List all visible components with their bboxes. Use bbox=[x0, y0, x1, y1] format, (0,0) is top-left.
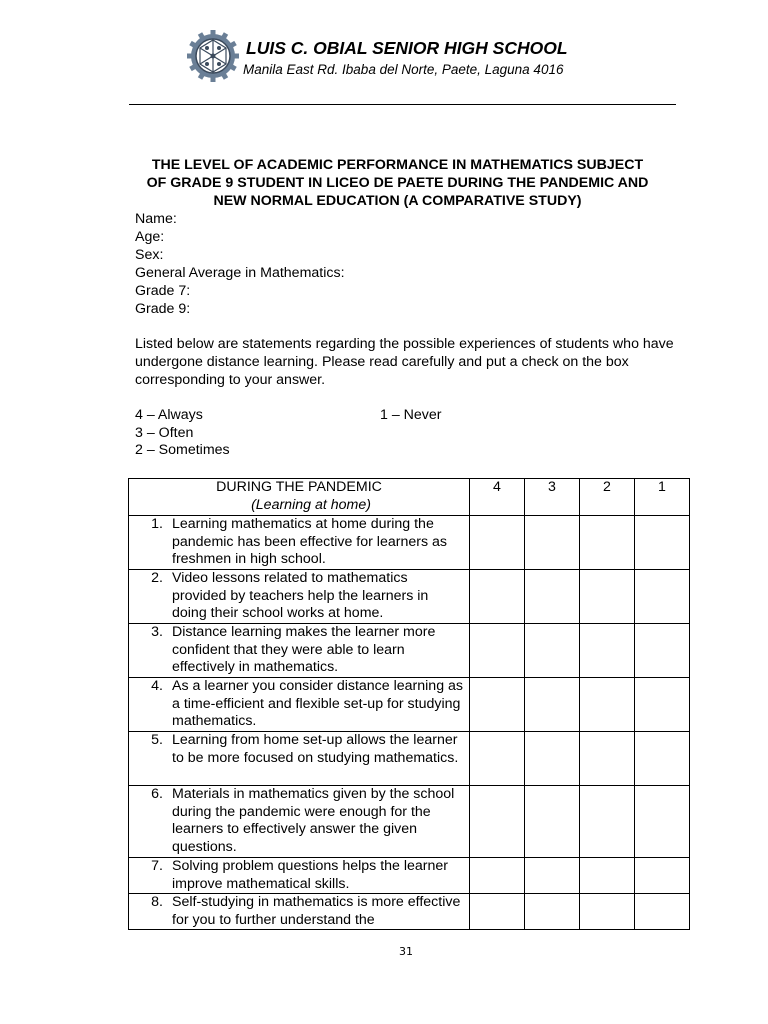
grade7-field[interactable]: Grade 7: bbox=[135, 283, 191, 299]
statement-cell bbox=[129, 570, 470, 624]
rating-checkbox-4[interactable] bbox=[470, 570, 525, 624]
statement-number: 1. bbox=[151, 516, 163, 532]
instructions: Listed below are statements regarding the possible experiences of students who have undergone distance learning. Please read carefully and put a check on the box corresponding to your answer. bbox=[135, 336, 674, 389]
rating-checkbox-3[interactable] bbox=[525, 894, 580, 930]
statement-cell bbox=[129, 624, 470, 678]
table-row bbox=[129, 732, 690, 786]
general-average-label: General Average in Mathematics: bbox=[135, 265, 345, 281]
title-line: THE LEVEL OF ACADEMIC PERFORMANCE IN MATHEMATICS SUBJECT bbox=[151, 157, 644, 173]
respondent-info bbox=[135, 210, 345, 318]
school-name: LUIS C. OBIAL SENIOR HIGH SCHOOL bbox=[246, 38, 568, 58]
rating-checkbox-1[interactable] bbox=[635, 516, 690, 570]
statement-text: As a learner you consider distance learning as a time-efficient and flexible set-up for studying mathematics. bbox=[172, 678, 464, 730]
statement-cell bbox=[129, 516, 470, 570]
table-row bbox=[129, 678, 690, 732]
header-divider bbox=[129, 104, 676, 105]
rating-checkbox-2[interactable] bbox=[580, 570, 635, 624]
rating-checkbox-4[interactable] bbox=[470, 894, 525, 930]
rating-header-3: 3 bbox=[525, 479, 580, 516]
statement-number: 5. bbox=[151, 732, 163, 748]
rating-checkbox-1[interactable] bbox=[635, 570, 690, 624]
statement-number: 3. bbox=[151, 624, 163, 640]
school-logo-icon bbox=[186, 29, 240, 83]
rating-checkbox-4[interactable] bbox=[470, 732, 525, 786]
rating-checkbox-4[interactable] bbox=[470, 858, 525, 894]
title-line: NEW NORMAL EDUCATION (A COMPARATIVE STUDY) bbox=[213, 193, 582, 210]
scale-sometimes: 2 – Sometimes bbox=[135, 442, 230, 458]
rating-checkbox-3[interactable] bbox=[525, 516, 580, 570]
table-row bbox=[129, 516, 690, 570]
section-subtitle: (Learning at home) bbox=[251, 496, 371, 513]
table-row bbox=[129, 624, 690, 678]
rating-checkbox-2[interactable] bbox=[580, 732, 635, 786]
statement-text: Learning from home set-up allows the learner to be more focused on studying mathematics. bbox=[172, 732, 459, 766]
statement-number: 2. bbox=[151, 570, 163, 586]
statement-number: 6. bbox=[151, 786, 163, 802]
rating-checkbox-3[interactable] bbox=[525, 858, 580, 894]
rating-checkbox-2[interactable] bbox=[580, 624, 635, 678]
rating-checkbox-4[interactable] bbox=[470, 786, 525, 858]
rating-header-2: 2 bbox=[580, 479, 635, 516]
rating-checkbox-3[interactable] bbox=[525, 570, 580, 624]
statement-text: Materials in mathematics given by the school during the pandemic were enough for the learners to effectively answer the given questions. bbox=[172, 786, 455, 855]
rating-checkbox-2[interactable] bbox=[580, 516, 635, 570]
statement-text: Distance learning makes the learner more confident that they were able to learn effectively in mathematics. bbox=[172, 624, 436, 676]
rating-checkbox-1[interactable] bbox=[635, 678, 690, 732]
statement-text: Learning mathematics at home during the pandemic has been effective for learners as freshmen in high school. bbox=[172, 516, 447, 568]
grade9-field[interactable]: Grade 9: bbox=[135, 301, 191, 317]
statement-cell bbox=[129, 786, 470, 858]
scale-often: 3 – Often bbox=[135, 424, 194, 441]
rating-header-1: 1 bbox=[635, 479, 690, 516]
table-row bbox=[129, 858, 690, 894]
statement-number: 8. bbox=[151, 894, 163, 911]
statement-text: Video lessons related to mathematics provided by teachers help the learners in doing their school works at home. bbox=[172, 570, 429, 622]
statement-cell bbox=[129, 732, 470, 786]
table-row bbox=[129, 786, 690, 858]
statement-number: 7. bbox=[151, 858, 163, 874]
rating-checkbox-1[interactable] bbox=[635, 858, 690, 894]
rating-checkbox-3[interactable] bbox=[525, 786, 580, 858]
scale-always: 4 – Always bbox=[135, 407, 203, 423]
rating-checkbox-2[interactable] bbox=[580, 786, 635, 858]
section-header bbox=[129, 479, 470, 516]
rating-checkbox-1[interactable] bbox=[635, 624, 690, 678]
school-address: Manila East Rd. Ibaba del Norte, Paete, Laguna 4016 bbox=[243, 62, 564, 77]
rating-checkbox-3[interactable] bbox=[525, 678, 580, 732]
table-row bbox=[129, 894, 690, 930]
statement-number: 4. bbox=[151, 678, 163, 694]
age-field[interactable]: Age: bbox=[135, 229, 165, 245]
statement-cell bbox=[129, 678, 470, 732]
title-line: OF GRADE 9 STUDENT IN LICEO DE PAETE DURING THE PANDEMIC AND bbox=[146, 175, 649, 192]
table-row bbox=[129, 570, 690, 624]
rating-checkbox-1[interactable] bbox=[635, 732, 690, 786]
statement-cell bbox=[129, 858, 470, 894]
rating-checkbox-4[interactable] bbox=[470, 516, 525, 570]
rating-scale bbox=[135, 407, 230, 460]
rating-header-4: 4 bbox=[470, 479, 525, 516]
rating-checkbox-2[interactable] bbox=[580, 894, 635, 930]
survey-table bbox=[128, 478, 690, 930]
rating-checkbox-2[interactable] bbox=[580, 678, 635, 732]
rating-checkbox-2[interactable] bbox=[580, 858, 635, 894]
page-number: 31 bbox=[399, 945, 413, 958]
sex-field[interactable]: Sex: bbox=[135, 247, 164, 263]
scale-never: 1 – Never bbox=[380, 407, 442, 423]
statement-text: Self-studying in mathematics is more effective for you to further understand the bbox=[172, 894, 461, 928]
rating-checkbox-3[interactable] bbox=[525, 624, 580, 678]
rating-checkbox-1[interactable] bbox=[635, 786, 690, 858]
statement-text: Solving problem questions helps the learner improve mathematical skills. bbox=[172, 858, 449, 892]
table-header-row bbox=[129, 479, 690, 516]
rating-checkbox-4[interactable] bbox=[470, 678, 525, 732]
statement-cell bbox=[129, 894, 470, 930]
name-field[interactable]: Name: bbox=[135, 211, 177, 227]
document-title bbox=[120, 156, 675, 211]
rating-checkbox-4[interactable] bbox=[470, 624, 525, 678]
rating-checkbox-3[interactable] bbox=[525, 732, 580, 786]
rating-checkbox-1[interactable] bbox=[635, 894, 690, 930]
section-title: DURING THE PANDEMIC bbox=[216, 479, 382, 495]
